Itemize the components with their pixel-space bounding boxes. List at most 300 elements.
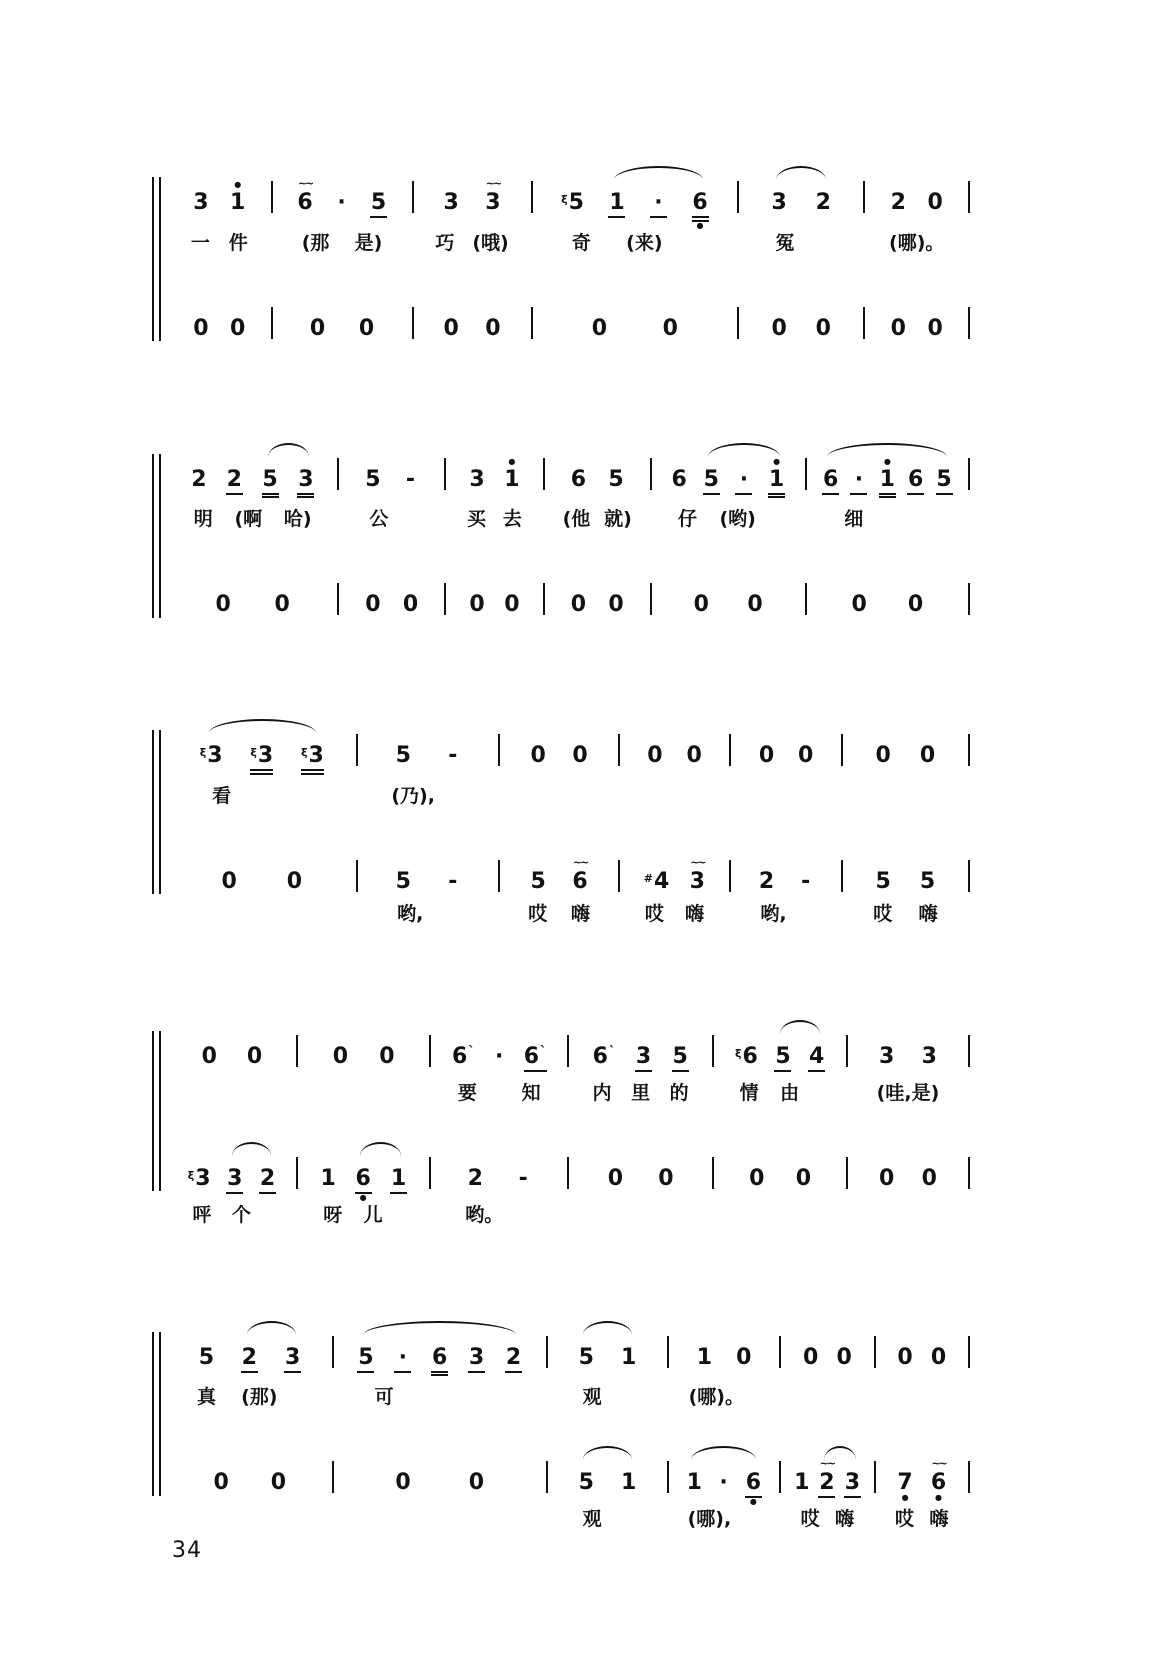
note-glyph xyxy=(202,1045,217,1068)
below-slot xyxy=(627,1369,630,1378)
measure xyxy=(339,442,444,500)
digit-glyph: 0 xyxy=(215,592,231,617)
note-glyph xyxy=(571,468,586,491)
lyric-syllable: 观 xyxy=(582,1508,602,1530)
note-token xyxy=(530,732,546,776)
note-token xyxy=(485,305,501,349)
barline xyxy=(968,1336,970,1368)
measure xyxy=(714,1141,846,1199)
below-slot xyxy=(710,495,713,504)
ornament-slot xyxy=(208,1033,210,1045)
note-glyph xyxy=(908,593,923,616)
digit-glyph: 0 xyxy=(286,868,303,894)
ornament-slot xyxy=(292,1334,294,1346)
note-glyph xyxy=(403,593,418,616)
digit-glyph: 0 xyxy=(927,315,943,341)
note-glyph xyxy=(759,744,774,767)
below-slot xyxy=(371,616,374,625)
note-glyph xyxy=(690,870,705,893)
note-glyph xyxy=(485,191,500,214)
note-glyph xyxy=(609,191,624,214)
lyric-syllable: 哎 xyxy=(895,1508,915,1530)
below-slot xyxy=(577,491,580,500)
dash-glyph: - xyxy=(801,868,811,894)
note-token xyxy=(798,732,814,776)
ornament-slot xyxy=(362,1155,364,1167)
note-glyph xyxy=(852,593,867,616)
below-slot xyxy=(451,893,454,902)
lyric-measure xyxy=(781,1507,873,1531)
digit-glyph: 1 xyxy=(390,1165,407,1191)
below-slot xyxy=(943,495,946,504)
octave-dot-above: ● xyxy=(234,180,242,189)
note-token xyxy=(193,305,209,349)
measure xyxy=(446,442,543,500)
music-system xyxy=(152,1320,970,1532)
slur-arc xyxy=(360,1142,401,1156)
digit-glyph: 0 xyxy=(485,315,501,341)
system-bracket xyxy=(152,1332,161,1496)
ornament-slot xyxy=(450,305,452,317)
below-slot xyxy=(498,1068,501,1077)
below-slot xyxy=(745,1068,748,1077)
digit-glyph: 2 xyxy=(819,1470,835,1495)
ornament-slot xyxy=(452,858,454,870)
note-glyph xyxy=(794,1471,809,1494)
lyric-measure xyxy=(569,1203,712,1227)
note-token xyxy=(621,1459,637,1503)
notes-row xyxy=(168,1445,970,1507)
barline xyxy=(968,1461,970,1493)
rhythm-underline xyxy=(297,493,314,495)
note-token xyxy=(485,179,501,223)
lyric-syllable: 去 xyxy=(502,508,522,530)
lyric-measure xyxy=(358,784,499,808)
digit-glyph: 1 xyxy=(230,190,246,215)
below-slot xyxy=(800,1494,803,1503)
mordent-icon: ~~ xyxy=(690,855,705,869)
ornament-slot xyxy=(678,456,680,468)
digit-glyph: 2 xyxy=(815,190,831,215)
measure xyxy=(848,1019,968,1077)
note-token xyxy=(696,1334,712,1378)
below-slot xyxy=(409,491,412,500)
lyric-syllable: (哦) xyxy=(472,231,509,254)
digit-glyph: 0 xyxy=(570,592,587,617)
note-token xyxy=(822,456,839,504)
ornament-slot xyxy=(498,1033,500,1045)
digit-glyph: 3 xyxy=(227,1165,243,1191)
ornament-slot xyxy=(267,1155,269,1167)
note-glyph xyxy=(506,1346,521,1369)
ornament-slot xyxy=(743,456,745,468)
note-token xyxy=(310,305,326,349)
note-glyph xyxy=(193,317,208,340)
below-slot xyxy=(822,214,825,223)
lyric-measure xyxy=(848,1081,968,1105)
octave-dot-above: ● xyxy=(883,456,891,466)
ornament-slot xyxy=(886,1155,888,1167)
below-slot xyxy=(198,1190,201,1199)
digit-glyph: 6 xyxy=(742,1043,758,1069)
note-glyph xyxy=(608,1167,623,1190)
digit-glyph: 5 xyxy=(672,1043,688,1069)
lyric-measure xyxy=(339,507,444,531)
mordent-icon: ~~ xyxy=(931,1457,946,1470)
note-token xyxy=(749,1155,765,1199)
below-slot xyxy=(802,1190,805,1199)
digit-glyph: 0 xyxy=(365,592,381,617)
note-token xyxy=(359,305,375,349)
note-glyph xyxy=(199,1346,214,1369)
note-glyph xyxy=(191,468,206,491)
note-glyph xyxy=(879,1045,894,1068)
digit-glyph: 6 xyxy=(822,466,839,492)
ornament-slot xyxy=(927,858,929,870)
lyric-syllable: 一 xyxy=(190,231,210,254)
lyric-measure xyxy=(334,1385,546,1409)
note-token xyxy=(672,1033,689,1081)
barline xyxy=(968,1035,970,1067)
note-token xyxy=(320,1155,336,1199)
ornament-slot xyxy=(339,1033,341,1045)
digit-glyph: 0 xyxy=(246,1043,263,1069)
lyric-measure xyxy=(358,902,499,926)
ornament-slot xyxy=(858,456,860,468)
ornament-slot xyxy=(317,305,319,317)
note-glyph xyxy=(879,1167,894,1190)
below-slot xyxy=(293,893,296,902)
below-slot xyxy=(208,1068,211,1077)
lyric-syllable: 奇 xyxy=(571,231,591,254)
note-glyph xyxy=(876,744,891,767)
slide-down-icon: ˋ xyxy=(540,1044,547,1060)
note-token xyxy=(897,1334,913,1378)
note-glyph xyxy=(321,1167,336,1190)
lyric-syllable: 哟, xyxy=(760,902,787,925)
system-bracket xyxy=(152,454,161,618)
dash-glyph: - xyxy=(448,743,458,768)
digit-glyph: 0 xyxy=(797,743,814,768)
note-token xyxy=(468,1459,484,1503)
below-slot xyxy=(402,1494,405,1503)
measure xyxy=(168,165,271,223)
lyric-syllable: 就) xyxy=(604,508,632,530)
below-slot xyxy=(858,495,861,504)
digit-glyph: 0 xyxy=(836,1344,852,1370)
note-glyph xyxy=(399,1346,407,1369)
note-token xyxy=(570,456,586,500)
digit-glyph: 0 xyxy=(919,743,936,768)
measure xyxy=(781,1445,873,1507)
lyric-measure xyxy=(865,231,968,255)
note-token xyxy=(394,1334,411,1382)
measure xyxy=(168,1019,296,1077)
augmentation-dot: · xyxy=(739,466,749,492)
note-glyph xyxy=(719,1471,727,1494)
page-number: 34 xyxy=(172,1538,202,1563)
ornament-slot xyxy=(474,1155,476,1167)
measure xyxy=(731,844,841,902)
measure xyxy=(168,1445,332,1503)
ornament-slot xyxy=(928,1155,930,1167)
lyric-measure xyxy=(548,1385,667,1409)
digit-glyph: 2 xyxy=(226,466,242,492)
measure xyxy=(339,567,444,625)
lyric-measure xyxy=(446,507,543,531)
note-token xyxy=(469,581,485,625)
measure xyxy=(533,165,737,231)
digit-glyph: 0 xyxy=(274,592,290,617)
note-glyph xyxy=(621,1471,636,1494)
ornament-slot xyxy=(492,305,494,317)
note-token xyxy=(686,1459,702,1503)
measure xyxy=(843,844,968,902)
ornament-slot xyxy=(802,1155,804,1167)
note-token xyxy=(226,456,243,504)
lyric-syllable: 嗨 xyxy=(685,902,705,925)
measure xyxy=(781,1320,873,1378)
note-token xyxy=(390,1155,407,1203)
note-glyph xyxy=(448,870,457,893)
below-slot xyxy=(882,893,885,902)
note-glyph xyxy=(747,593,762,616)
ornament-slot xyxy=(805,858,807,870)
lyric-measure xyxy=(414,231,531,255)
note-glyph xyxy=(672,468,687,491)
digit-glyph: 0 xyxy=(379,1043,395,1069)
note-token xyxy=(572,732,588,776)
note-token xyxy=(890,305,906,349)
system-bracket xyxy=(152,177,161,341)
below-slot xyxy=(571,214,574,223)
note-token xyxy=(803,1334,819,1378)
digit-glyph: 0 xyxy=(504,592,520,617)
digit-glyph: 0 xyxy=(332,1043,348,1069)
digit-glyph: 0 xyxy=(802,1344,819,1370)
note-glyph xyxy=(406,468,415,491)
barline xyxy=(968,860,970,892)
note-glyph xyxy=(931,1471,946,1494)
below-slot xyxy=(696,893,699,902)
grace-ornament-icon: ξ xyxy=(301,746,308,759)
augmentation-dot: · xyxy=(495,1043,504,1069)
digit-glyph: 6 xyxy=(297,190,313,215)
note-glyph xyxy=(746,1471,761,1494)
note-glyph xyxy=(250,744,273,767)
below-slot xyxy=(438,1376,441,1385)
lyric-syllable: (哪)。 xyxy=(889,231,945,254)
digit-glyph: 0 xyxy=(193,315,209,341)
lyric-measure xyxy=(652,507,805,531)
note-token xyxy=(745,1459,762,1507)
below-slot xyxy=(220,1494,223,1503)
below-slot xyxy=(778,214,781,223)
lyric-syllable: (来) xyxy=(626,231,663,254)
note-glyph xyxy=(855,468,863,491)
below-slot xyxy=(782,1072,785,1081)
below-slot xyxy=(451,767,454,776)
ornament-slot xyxy=(398,1155,400,1167)
note-glyph xyxy=(816,317,831,340)
note-token xyxy=(851,581,867,625)
note-glyph xyxy=(504,593,519,616)
lyric-measure xyxy=(168,1385,332,1409)
rhythm-underline xyxy=(262,493,279,495)
note-token xyxy=(201,1033,217,1077)
lyric-measure xyxy=(739,231,863,255)
note-glyph xyxy=(798,744,813,767)
below-slot xyxy=(804,893,807,902)
ornament-slot xyxy=(615,1155,617,1167)
note-token xyxy=(931,1459,947,1503)
measure xyxy=(168,442,337,508)
lyric-syllable: 呀 xyxy=(323,1203,343,1226)
digit-glyph: 1 xyxy=(794,1470,810,1495)
note-glyph xyxy=(891,191,906,214)
lyric-syllable: 哈) xyxy=(283,508,312,530)
note-token xyxy=(578,1459,594,1503)
note-token xyxy=(431,1334,448,1386)
digit-glyph: 1 xyxy=(620,1470,637,1495)
ornament-slot xyxy=(822,305,824,317)
note-glyph xyxy=(608,468,623,491)
below-slot xyxy=(585,1494,588,1503)
digit-glyph: 0 xyxy=(221,868,237,894)
augmentation-dot: · xyxy=(719,1470,728,1495)
digit-glyph: 0 xyxy=(443,315,459,341)
note-token xyxy=(259,1155,276,1203)
ornament-slot xyxy=(198,456,200,468)
below-slot xyxy=(371,491,374,500)
note-token xyxy=(689,855,705,902)
ornament-slot xyxy=(766,858,768,870)
note-token xyxy=(703,456,720,504)
measure xyxy=(620,718,730,776)
note-token xyxy=(686,732,702,776)
note-glyph xyxy=(621,1346,636,1369)
digit-glyph: 2 xyxy=(505,1344,522,1370)
below-slot xyxy=(462,1068,465,1077)
ornament-slot xyxy=(365,1334,367,1346)
barline xyxy=(968,1157,970,1189)
note-glyph xyxy=(658,1167,673,1190)
note-glyph xyxy=(242,1346,257,1369)
digit-glyph: 0 xyxy=(201,1043,217,1069)
digit-glyph: 0 xyxy=(693,592,709,617)
lyric-syllable: (哟) xyxy=(719,508,756,530)
below-slot xyxy=(822,340,825,349)
rhythm-underline xyxy=(879,493,896,495)
lyric-measure xyxy=(620,784,730,808)
digit-glyph: 2 xyxy=(758,868,775,894)
digit-glyph: 3 xyxy=(635,1043,652,1069)
below-slot xyxy=(402,893,405,902)
ornament-slot xyxy=(534,1033,536,1045)
below-slot xyxy=(365,340,368,349)
octave-dot-below: ● xyxy=(696,220,704,230)
note-glyph xyxy=(775,1045,790,1068)
slur-arc xyxy=(247,1321,296,1335)
lyrics-row xyxy=(168,1385,970,1409)
note-glyph xyxy=(908,468,923,491)
note-glyph xyxy=(819,1471,834,1494)
lyric-measure xyxy=(714,1081,846,1105)
note-glyph xyxy=(193,191,208,214)
lyric-syllable: 个 xyxy=(231,1203,251,1226)
below-slot xyxy=(585,1369,588,1378)
below-slot xyxy=(934,340,937,349)
ornament-slot xyxy=(782,1033,784,1045)
measure xyxy=(414,291,531,349)
below-slot xyxy=(397,1194,400,1203)
note-glyph xyxy=(227,468,242,491)
digit-glyph: 3 xyxy=(284,1344,301,1370)
notes-row xyxy=(168,165,970,231)
digit-glyph: 0 xyxy=(927,190,943,215)
note-glyph xyxy=(444,191,459,214)
lyric-syllable: 公 xyxy=(369,508,389,530)
note-glyph xyxy=(275,593,290,616)
digit-glyph: 5 xyxy=(919,868,936,894)
below-slot xyxy=(476,491,479,500)
note-glyph xyxy=(222,870,237,893)
note-token xyxy=(815,305,831,349)
digit-glyph: 0 xyxy=(890,315,906,341)
note-token xyxy=(879,1033,895,1077)
digit-glyph: 0 xyxy=(658,1165,674,1191)
sharp-icon: # xyxy=(643,871,653,885)
notes-row xyxy=(168,718,970,784)
lyrics-row xyxy=(168,507,970,531)
below-slot xyxy=(537,893,540,902)
below-slot xyxy=(409,616,412,625)
note-token xyxy=(890,179,906,223)
note-glyph xyxy=(524,1045,547,1068)
digit-glyph: 1 xyxy=(620,1344,637,1370)
grace-ornament-icon: ξ xyxy=(561,193,568,206)
ornament-slot xyxy=(745,1033,747,1045)
measure xyxy=(731,718,841,776)
digit-glyph: 0 xyxy=(647,743,663,768)
rhythm-underline xyxy=(431,1371,448,1373)
digit-glyph: 5 xyxy=(578,1470,594,1495)
octave-dot-below: ● xyxy=(901,1493,909,1502)
lyrics-row xyxy=(168,784,970,808)
digit-glyph: 0 xyxy=(851,592,867,617)
below-slot xyxy=(937,1369,940,1378)
note-token xyxy=(270,1459,286,1503)
note-token xyxy=(608,456,624,500)
measure xyxy=(807,442,968,508)
note-token xyxy=(250,732,273,784)
notation-systems xyxy=(152,165,970,1624)
lyric-syllable: 件 xyxy=(228,231,248,254)
below-slot xyxy=(914,616,917,625)
below-slot xyxy=(579,767,582,776)
note-glyph xyxy=(749,1167,764,1190)
below-slot xyxy=(743,495,746,504)
below-slot xyxy=(577,616,580,625)
measure xyxy=(431,1141,567,1199)
digit-glyph: 0 xyxy=(608,592,624,617)
lyric-syllable: 看 xyxy=(212,784,232,807)
lyric-measure xyxy=(807,507,968,531)
ornament-slot xyxy=(756,1155,758,1167)
lyric-measure xyxy=(714,1203,846,1227)
measure xyxy=(431,1019,567,1081)
digit-glyph: 4 xyxy=(809,1043,825,1069)
